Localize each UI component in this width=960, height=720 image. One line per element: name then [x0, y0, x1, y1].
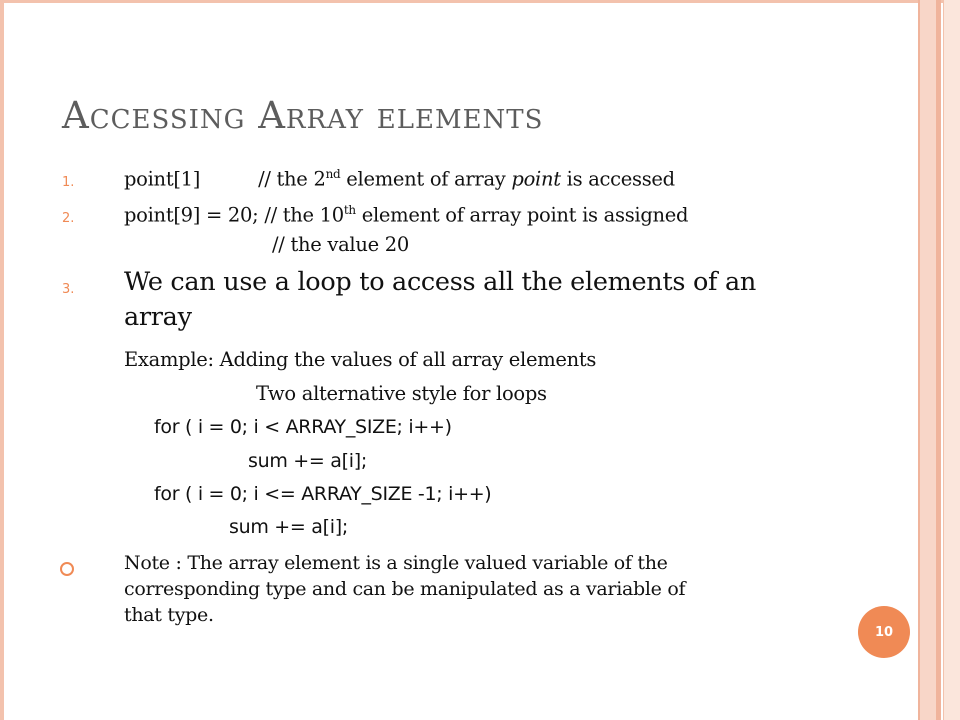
note-line-2: corresponding type and can be manipulated as a variable of — [124, 578, 686, 600]
list-marker: 2. — [62, 211, 75, 226]
note-line-3: that type. — [124, 604, 214, 626]
comment-text: element of array point is assigned — [355, 203, 689, 227]
list-item-3-line-2: array — [124, 302, 192, 332]
comment-text: element of array — [340, 167, 512, 191]
decorative-stripe — [918, 0, 936, 720]
code-text: point[1] — [124, 167, 201, 191]
code-line-4: sum += a[i]; — [229, 516, 348, 538]
decorative-stripe — [943, 0, 960, 720]
list-marker: 1. — [62, 175, 75, 190]
superscript: nd — [325, 167, 341, 181]
comment-italic: point — [511, 167, 561, 191]
list-item-2-continuation: // the value 20 — [272, 233, 409, 256]
superscript: th — [343, 203, 356, 217]
note-line-1: Note : The array element is a single valued variable of the — [124, 552, 668, 574]
example-heading: Example: Adding the values of all array elements — [124, 348, 597, 371]
comment-text: is accessed — [560, 167, 675, 191]
comment-text: // the 2 — [258, 167, 326, 191]
list-item-1 — [124, 167, 675, 191]
page-number-badge: 10 — [858, 606, 910, 658]
list-item-2 — [124, 203, 688, 227]
list-item-3-line-1: We can use a loop to access all the elements of an — [124, 267, 756, 297]
code-text: point[9] = 20; — [124, 203, 259, 227]
slide-left-border — [0, 0, 4, 720]
comment-text: // the 10 — [264, 203, 344, 227]
slide-title: Accessing Array elements — [62, 94, 544, 137]
code-line-1: for ( i = 0; i < ARRAY_SIZE; i++) — [154, 416, 452, 438]
slide-top-border — [0, 0, 960, 3]
list-marker: 3. — [62, 282, 75, 297]
code-line-3: for ( i = 0; i <= ARRAY_SIZE -1; i++) — [154, 483, 492, 505]
circle-bullet-icon — [60, 562, 74, 576]
decorative-stripe — [936, 0, 941, 720]
example-subheading: Two alternative style for loops — [256, 382, 547, 405]
code-line-2: sum += a[i]; — [248, 450, 367, 472]
